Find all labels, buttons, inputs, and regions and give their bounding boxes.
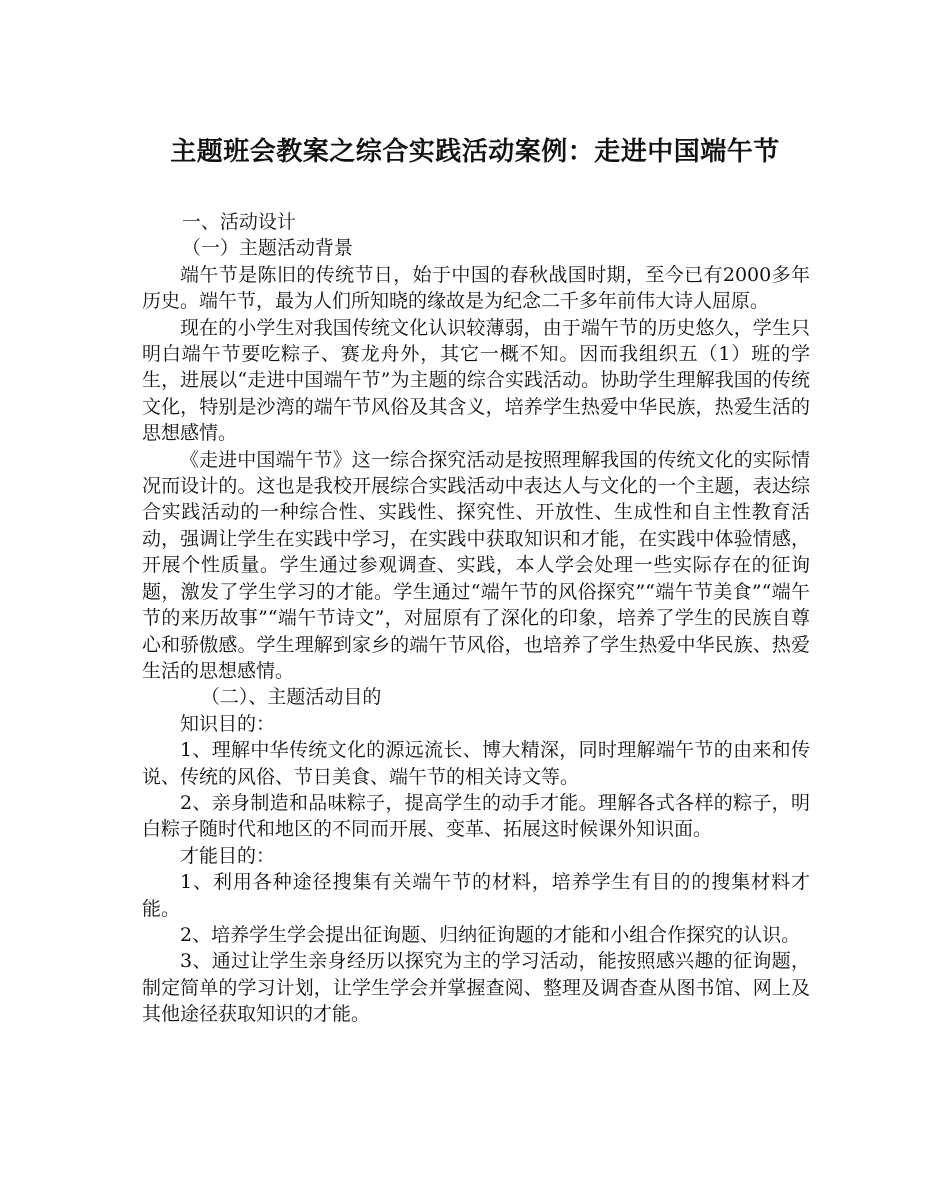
document-title: 主题班会教案之综合实践活动案例：走进中国端午节	[170, 137, 780, 167]
section-heading-activity-design: 一、活动设计	[181, 211, 296, 233]
subsection-heading-background: （一）主题活动背景	[181, 237, 353, 260]
goal-group-ability: 才能目的：	[180, 844, 276, 867]
paragraph-background-2: 现在的小学生对我国传统文化认识较薄弱，由于端午节的历史悠久，学生只明白端午节要吃粽子、赛龙舟外，其它一概不知。因而我组织五（1）班的学生，进展以“走进中国端午节”为主题的综合实践活动。协助学生理解我国的传统文化，特别是沙湾的端午节风俗及其含义，培养学生热爱中华民族，热爱生活的思想感情。	[142, 316, 810, 445]
goal-item: 3、通过让学生亲身经历以探究为主的学习活动，能按照感兴趣的征询题，制定简单的学习计划，让学生学会并掌握查阅、整理及调杳查从图书馆、网上及其他途径获取知识的才能。	[142, 950, 810, 1026]
document-body	[142, 209, 810, 1028]
goal-item: 2、亲身制造和品味粽子，提高学生的动手才能。理解各式各样的粽子，明白粽子随时代和地区的不同而开展、变革、拓展这时候课外知识面。	[142, 791, 810, 841]
goal-item: 1、理解中华传统文化的源远流长、博大精深，同时理解端午节的由来和传说、传统的风俗、节日美食、端午节的相关诗文等。	[142, 739, 810, 788]
paragraph-background-1: 端午节是陈旧的传统节日，始于中国的春秋战国时期，至今已有2000多年历史。端午节，最为人们所知晓的缘故是为纪念二千多年前伟大诗人屈原。	[142, 263, 810, 313]
goal-group-knowledge: 知识目的：	[180, 712, 276, 735]
paragraph-background-3: 《走进中国端午节》这一综合探究活动是按照理解我国的传统文化的实际情况而设计的。这也是我校开展综合实践活动中表达人与文化的一个主题，表达综合实践活动的一种综合性、实践性、探究性、开放性、生成性和自主性教育活动，强调让学生在实践中学习，在实践中获取知识和才能，在实践中体验情感，开展个性质量。学生通过参观调查、实践，本人学会处理一些实际存在的征询题，激发了学生学习的才能。学生通过“端午节的风俗探究”“端午节美食”“端午节的来历故事”“端午节诗文”，对屈原有了深化的印象，培养了学生的民族自尊心和骄傲感。学生理解到家乡的端午节风俗，也培养了学生热爱中华民族、热爱生活的思想感情。	[142, 448, 810, 682]
subsection-heading-goals: （二）、主题活动目的	[200, 686, 382, 709]
goal-item: 2、培养学生学会提出征询题、归纳征询题的才能和小组合作探究的认识。	[180, 923, 801, 946]
goal-item: 1、利用各种途径搜集有关端午节的材料，培养学生有目的的搜集材料才能。	[142, 871, 810, 920]
